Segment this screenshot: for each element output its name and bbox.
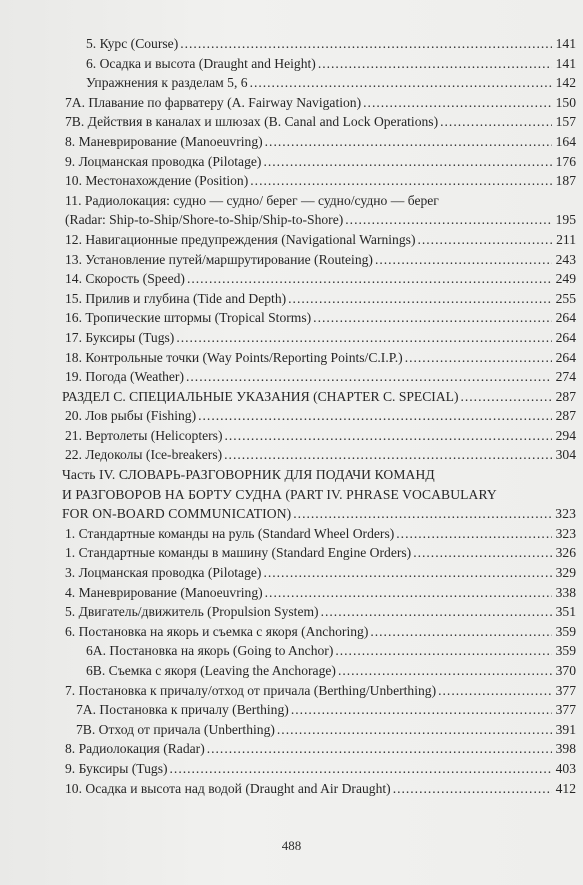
toc-entry bbox=[62, 465, 576, 524]
dot-leader bbox=[265, 132, 552, 152]
dot-leader bbox=[375, 250, 552, 270]
toc-entry bbox=[62, 73, 576, 93]
toc-entry bbox=[62, 367, 576, 387]
toc-entry-title: 5. Курс (Course) bbox=[86, 36, 179, 51]
dot-leader bbox=[438, 681, 552, 701]
dot-leader bbox=[291, 700, 552, 720]
toc-entry bbox=[62, 445, 576, 465]
toc-entry-title: 7А. Постановка к причалу (Berthing) bbox=[76, 702, 289, 718]
toc-entry-page: 412 bbox=[555, 780, 576, 796]
toc-entry-title: 1. Стандартные команды в машину (Standard Engine Orders) bbox=[65, 545, 412, 561]
toc-entry-page: 141 bbox=[555, 55, 576, 71]
dot-leader bbox=[313, 308, 552, 328]
toc-entry-title: 3. Лоцманская проводка (Pilotage) bbox=[65, 565, 262, 581]
dot-leader bbox=[293, 504, 552, 524]
toc-entry-page: 351 bbox=[555, 604, 576, 620]
toc-entry-title-line: Часть IV. СЛОВАРЬ-РАЗГОВОРНИК ДЛЯ ПОДАЧИ КОМАНД bbox=[62, 467, 435, 483]
toc-entry-title: 6. Осадка и высота (Draught and Height) bbox=[86, 55, 316, 71]
toc-entry-title: 22. Ледоколы (Ice-breakers) bbox=[65, 447, 223, 463]
toc-entry bbox=[62, 387, 576, 407]
toc-entry bbox=[62, 171, 576, 191]
toc-entry-page: 370 bbox=[555, 663, 576, 678]
toc-entry-title-line: И РАЗГОВОРОВ НА БОРТУ СУДНА (PART IV. PHRASE VOCABULARY bbox=[62, 486, 497, 502]
toc-entry bbox=[62, 720, 576, 740]
toc-entry-page: 398 bbox=[555, 741, 576, 757]
toc-entry bbox=[62, 269, 576, 289]
dot-leader bbox=[263, 152, 552, 172]
dot-leader bbox=[460, 387, 552, 407]
toc-entry bbox=[62, 661, 576, 681]
toc-entry-title: 8. Радиолокация (Radar) bbox=[65, 741, 205, 757]
toc-entry-page: 294 bbox=[555, 427, 576, 443]
toc-entry-page: 329 bbox=[555, 565, 576, 581]
toc-entry bbox=[62, 93, 576, 113]
toc-entry-page: 255 bbox=[555, 290, 576, 306]
toc-entry-title-line: (Radar: Ship-to-Ship/Shore-to-Ship/Ship-to-Shore) bbox=[65, 212, 344, 228]
toc-entry bbox=[62, 759, 576, 779]
dot-leader bbox=[277, 720, 552, 740]
dot-leader bbox=[207, 739, 552, 759]
toc-entry bbox=[62, 308, 576, 328]
toc-entry-page: 359 bbox=[555, 643, 576, 659]
dot-leader bbox=[370, 622, 552, 642]
dot-leader bbox=[187, 269, 552, 289]
dot-leader bbox=[265, 583, 552, 603]
toc-entry-page: 287 bbox=[555, 408, 576, 424]
toc-entry bbox=[62, 563, 576, 583]
toc-entry-title: 18. Контрольные точки (Way Points/Reporting Points/C.I.P.) bbox=[65, 349, 403, 365]
toc-entry-page: 187 bbox=[555, 173, 576, 189]
toc-entry bbox=[62, 681, 576, 701]
toc-entry-page: 249 bbox=[555, 271, 576, 287]
page-number: 488 bbox=[281, 838, 302, 853]
toc-entry bbox=[62, 132, 576, 152]
toc-entry-page: 403 bbox=[555, 760, 576, 776]
toc-entry-page: 211 bbox=[556, 231, 576, 247]
dot-leader bbox=[440, 112, 552, 132]
toc-entry-title: 12. Навигационные предупреждения (Navigational Warnings) bbox=[65, 231, 416, 247]
toc-entry-page: 176 bbox=[555, 153, 576, 169]
toc-entry bbox=[62, 641, 576, 661]
toc-entry-page: 142 bbox=[555, 75, 576, 91]
dot-leader bbox=[345, 210, 552, 230]
toc-entry bbox=[62, 54, 576, 74]
dot-leader bbox=[250, 73, 552, 93]
toc-entry-page: 157 bbox=[555, 114, 576, 130]
dot-leader bbox=[393, 779, 552, 799]
toc-entry-page: 377 bbox=[555, 682, 576, 698]
toc-entry bbox=[62, 700, 576, 720]
dot-leader bbox=[170, 759, 552, 779]
toc-entry bbox=[62, 406, 576, 426]
toc-entry-title-line: FOR ON-BOARD COMMUNICATION) bbox=[62, 506, 292, 522]
toc-entry-page: 326 bbox=[555, 545, 576, 561]
toc-entry bbox=[62, 34, 576, 54]
toc-entry-title: 10. Местонахождение (Position) bbox=[65, 173, 249, 189]
toc-entry-title: 14. Скорость (Speed) bbox=[65, 271, 185, 287]
toc-entry-page: 323 bbox=[555, 525, 576, 541]
toc-entry-title: 5. Двигатель/движитель (Propulsion System) bbox=[65, 604, 319, 620]
toc-entry-title: 16. Тропические штормы (Tropical Storms) bbox=[65, 310, 312, 326]
toc-entry-title: 6В. Съемка с якоря (Leaving the Anchorage) bbox=[86, 663, 336, 678]
dot-leader bbox=[180, 34, 552, 54]
dot-leader bbox=[338, 661, 552, 681]
toc-entry-title: 20. Лов рыбы (Fishing) bbox=[65, 408, 197, 424]
toc-entry-page: 338 bbox=[555, 584, 576, 600]
toc-entry-title: 9. Буксиры (Tugs) bbox=[65, 760, 168, 776]
toc-entry-page: 377 bbox=[555, 702, 576, 718]
dot-leader bbox=[176, 328, 552, 348]
dot-leader bbox=[413, 543, 552, 563]
toc-entry-title: 1. Стандартные команды на руль (Standard Wheel Orders) bbox=[65, 525, 395, 541]
toc-entry-page: 391 bbox=[555, 721, 576, 737]
toc-entry-title: 17. Буксиры (Tugs) bbox=[65, 329, 175, 345]
toc-entry bbox=[62, 328, 576, 348]
toc-entry-title: 8. Маневрирование (Manoeuvring) bbox=[65, 133, 263, 149]
toc-entry-page: 141 bbox=[555, 36, 576, 51]
toc-entry-title: 21. Вертолеты (Helicopters) bbox=[65, 427, 223, 443]
toc-entry-page: 274 bbox=[555, 369, 576, 385]
dot-leader bbox=[321, 602, 552, 622]
dot-leader bbox=[318, 54, 552, 74]
toc-entry-title: 10. Осадка и высота над водой (Draught and Air Draught) bbox=[65, 780, 391, 796]
dot-leader bbox=[224, 445, 552, 465]
toc-entry-title: 7. Постановка к причалу/отход от причала (Berthing/Unberthing) bbox=[65, 682, 437, 698]
toc-entry-title: 6А. Постановка на якорь (Going to Anchor) bbox=[86, 643, 334, 659]
toc-entry bbox=[62, 348, 576, 368]
dot-leader bbox=[198, 406, 552, 426]
dot-leader bbox=[250, 171, 552, 191]
toc-entry-title: 15. Прилив и глубина (Tide and Depth) bbox=[65, 290, 287, 306]
toc-entry bbox=[62, 426, 576, 446]
toc-entry-page: 264 bbox=[555, 310, 576, 326]
toc-entry-page: 150 bbox=[555, 94, 576, 110]
dot-leader bbox=[225, 426, 553, 446]
toc-entry-title: 6. Постановка на якорь и съемка с якоря (Anchoring) bbox=[65, 623, 369, 639]
toc-entry-title: РАЗДЕЛ С. СПЕЦИАЛЬНЫЕ УКАЗАНИЯ (CHAPTER C. SPECIAL) bbox=[62, 388, 459, 404]
dot-leader bbox=[405, 348, 552, 368]
toc-entry-title: Упражнения к разделам 5, 6 bbox=[86, 75, 248, 91]
toc-entry-page: 323 bbox=[555, 506, 576, 522]
toc-entry-page: 195 bbox=[555, 212, 576, 228]
toc-entry bbox=[62, 524, 576, 544]
dot-leader bbox=[396, 524, 552, 544]
dot-leader bbox=[186, 367, 552, 387]
toc-entry bbox=[62, 583, 576, 603]
toc-entry bbox=[62, 622, 576, 642]
toc-entry-page: 264 bbox=[555, 329, 576, 345]
toc-entry bbox=[62, 112, 576, 132]
toc-entry bbox=[62, 289, 576, 309]
toc-entry-title: 4. Маневрирование (Manoeuvring) bbox=[65, 584, 263, 600]
toc-entry bbox=[62, 543, 576, 563]
dot-leader bbox=[363, 93, 552, 113]
toc-entry-title: 7В. Действия в каналах и шлюзах (B. Canal and Lock Operations) bbox=[65, 114, 439, 130]
toc-entry-page: 243 bbox=[555, 251, 576, 267]
toc-entry-title: 9. Лоцманская проводка (Pilotage) bbox=[65, 153, 262, 169]
toc-entry bbox=[62, 250, 576, 270]
dot-leader bbox=[335, 641, 552, 661]
toc-entry-page: 287 bbox=[555, 388, 576, 404]
toc-entry-title: 13. Установление путей/маршрутирование (Routeing) bbox=[65, 251, 373, 267]
toc-entry-title-line: 11. Радиолокация: судно — судно/ берег — судно/судно — берег bbox=[65, 192, 439, 208]
dot-leader bbox=[417, 230, 552, 250]
toc-entry-page: 359 bbox=[555, 623, 576, 639]
table-of-contents bbox=[62, 34, 576, 798]
toc-entry bbox=[62, 602, 576, 622]
toc-entry-title: 7А. Плавание по фарватеру (A. Fairway Navigation) bbox=[65, 94, 362, 110]
toc-entry-page: 304 bbox=[555, 447, 576, 463]
toc-entry bbox=[62, 230, 576, 250]
toc-entry-title: 19. Погода (Weather) bbox=[65, 369, 184, 385]
dot-leader bbox=[288, 289, 552, 309]
toc-entry bbox=[62, 779, 576, 799]
toc-entry-page: 164 bbox=[555, 133, 576, 149]
toc-entry bbox=[62, 152, 576, 172]
toc-entry-title: 7В. Отход от причала (Unberthing) bbox=[76, 721, 275, 737]
toc-entry bbox=[62, 191, 576, 230]
toc-entry-page: 264 bbox=[555, 349, 576, 365]
dot-leader bbox=[263, 563, 552, 583]
toc-entry bbox=[62, 739, 576, 759]
